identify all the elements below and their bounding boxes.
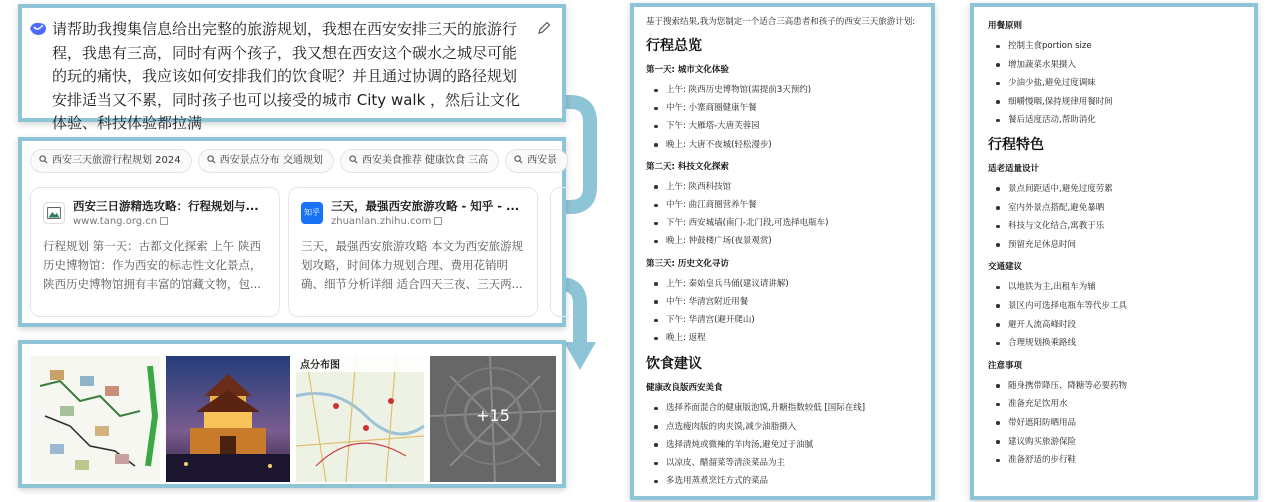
list-item: 避开人流高峰时段 xyxy=(988,316,1240,335)
list-item: 中午: 华清宫附近用餐 xyxy=(646,293,919,311)
user-query-panel xyxy=(18,4,566,132)
list-item: 多选用蒸煮烹饪方式的菜品 xyxy=(646,472,919,490)
list-item: 增加蔬菜水果摄入 xyxy=(988,56,1240,75)
list-item: 晚上: 大唐不夜城(轻松漫步) xyxy=(646,136,919,154)
list-item: 上午: 陕西科技馆 xyxy=(646,178,919,196)
list-item: 准备舒适的步行鞋 xyxy=(988,451,1240,470)
chip-label: 西安景 xyxy=(527,155,558,166)
travel-map-image[interactable] xyxy=(30,356,160,482)
more-images-count: +15 xyxy=(476,406,510,425)
chip-label: 西安美食推荐 健康饮食 三高 xyxy=(361,155,489,166)
list-item: 景点间距适中,避免过度劳累 xyxy=(988,180,1240,199)
day-title: 第二天: 科技文化探索 xyxy=(646,161,729,172)
dining-title: 用餐原则 xyxy=(988,21,1023,31)
day-items xyxy=(646,275,919,348)
list-item: 下午: 大雁塔-大唐芙蓉园 xyxy=(646,117,919,135)
result-title[interactable]: 三天，最强西安旅游攻略 - 知乎 - ... xyxy=(331,199,520,213)
list-item: 点选瘦肉版的肉夹馍,减少油脂摄入 xyxy=(646,418,919,436)
list-item: 餐后适度活动,帮助消化 xyxy=(988,111,1240,130)
search-chip[interactable] xyxy=(340,149,499,173)
search-query-chips xyxy=(30,149,574,173)
search-icon xyxy=(514,155,523,164)
features-heading: 行程特色 xyxy=(988,136,1044,153)
bell-tower-night-image[interactable] xyxy=(166,356,290,482)
plan-intro: 基于搜索结果,我为您制定一个适合三高患者和孩子的西安三天旅游计划: xyxy=(646,17,916,27)
diet-subtitle: 健康改良版西安美食 xyxy=(646,383,723,394)
list-item: 建议购买旅游保险 xyxy=(988,433,1240,452)
list-item: 下午: 西安城墙(南门-北门段,可选择电瓶车) xyxy=(646,214,919,232)
search-result-card[interactable] xyxy=(288,187,538,317)
next-card-edge xyxy=(550,187,570,317)
search-icon xyxy=(207,155,216,164)
list-item: 带好遮阳防晒用品 xyxy=(988,414,1240,433)
map-image-label: 点分布图 xyxy=(300,360,340,371)
assistant-logo-icon xyxy=(28,20,48,38)
day-title: 第三天: 历史文化寻访 xyxy=(646,258,729,269)
search-icon xyxy=(349,155,358,164)
search-result-card[interactable] xyxy=(30,187,280,317)
list-item: 少油少盐,避免过度调味 xyxy=(988,74,1240,93)
list-item: 随身携带降压、降糖等必要药物 xyxy=(988,377,1240,396)
image-results-panel xyxy=(18,340,566,488)
attraction-map-image[interactable] xyxy=(296,356,424,482)
result-site xyxy=(73,214,267,229)
search-chip[interactable] xyxy=(30,149,192,173)
list-item: 中午: 曲江商圈营养午餐 xyxy=(646,196,919,214)
list-item: 细嚼慢咽,保持规律用餐时间 xyxy=(988,93,1240,112)
result-site xyxy=(331,214,525,229)
traffic-items xyxy=(988,278,1240,352)
notes-title: 注意事项 xyxy=(988,360,1023,371)
edit-icon[interactable] xyxy=(536,20,552,36)
external-link-icon xyxy=(160,217,168,225)
list-item: 选择荞面混合的健康版泡馍,升糖指数较低 [国际在线] xyxy=(646,399,919,417)
result-site-url: zhuanlan.zhihu.com xyxy=(331,216,432,227)
diet-items xyxy=(646,399,919,490)
list-item: 中午: 小寨商圈健康午餐 xyxy=(646,99,919,117)
result-snippet: 行程规划 第一天：古都文化探索 上午 陕西历史博物馆：作为西安的标志性文化景点，陕西历史博物馆拥有丰富的馆藏文物，包... xyxy=(43,239,262,291)
search-chip[interactable] xyxy=(505,149,568,173)
external-link-icon xyxy=(434,217,442,225)
traffic-title: 交通建议 xyxy=(988,262,1023,273)
list-item: 准备充足饮用水 xyxy=(988,395,1240,414)
list-item: 合理规划换乘路线 xyxy=(988,334,1240,353)
list-item: 上午: 陕西历史博物馆(需提前3天预约) xyxy=(646,81,919,99)
list-item: 晚上: 钟鼓楼广场(夜景观赏) xyxy=(646,232,919,250)
diet-heading: 饮食建议 xyxy=(646,356,702,373)
travel-plan-panel-2 xyxy=(970,3,1258,500)
day-items xyxy=(646,178,919,251)
result-site-url: www.tang.org.cn xyxy=(73,216,158,227)
more-images-tile[interactable] xyxy=(430,356,556,482)
elderly-items xyxy=(988,180,1240,254)
list-item: 下午: 华清宫(避开爬山) xyxy=(646,311,919,329)
list-item: 控制主食portion size xyxy=(988,37,1240,56)
list-item: 上午: 秦始皇兵马俑(建议请讲解) xyxy=(646,275,919,293)
query-text: 请帮助我搜集信息给出完整的旅游规划，我想在西安安排三天的旅游行程，我患有三高，同时有两个孩子，我又想在西安这个碳水之城尽可能的玩的痛快，我应该如何安排我们的饮食呢？并且通过协调的路径规划安排适当又不累，同时孩子也可以接受的城市 City walk ，然后让文化体验、科技体验都拉满 xyxy=(52,20,521,132)
search-icon xyxy=(39,155,48,164)
day-items xyxy=(646,81,919,154)
day-title: 第一天: 城市文化体验 xyxy=(646,65,729,75)
site-logo-icon xyxy=(43,202,65,224)
dining-items xyxy=(988,37,1240,130)
result-snippet: 三天，最强西安旅游攻略 本文为西安旅游规划攻略，时间体力规划合理、费用花销明确、细节分析详细 适合四天三夜、三天两... xyxy=(301,239,524,291)
travel-plan-panel-1 xyxy=(630,3,935,500)
list-item: 景区内可选择电瓶车等代步工具 xyxy=(988,297,1240,316)
list-item: 科技与文化结合,寓教于乐 xyxy=(988,217,1240,236)
overview-heading: 行程总览 xyxy=(646,38,702,54)
search-results-panel xyxy=(18,137,566,327)
list-item: 以凉皮、醋溜菜等清淡菜品为主 xyxy=(646,454,919,472)
list-item: 室内外景点搭配,避免暴晒 xyxy=(988,199,1240,218)
search-chip[interactable] xyxy=(198,149,334,173)
chip-label: 西安景点分布 交通规划 xyxy=(219,155,323,166)
result-title[interactable]: 西安三日游精选攻略：行程规划与... xyxy=(73,199,259,213)
notes-items xyxy=(988,377,1240,470)
list-item: 选择清炖或微辣的羊肉汤,避免过于油腻 xyxy=(646,436,919,454)
elderly-title: 适老适量设计 xyxy=(988,163,1040,174)
zhihu-logo-icon: 知乎 xyxy=(301,202,323,224)
list-item: 预留充足休息时间 xyxy=(988,236,1240,255)
chip-label: 西安三天旅游行程规划 2024 xyxy=(52,155,181,166)
list-item: 以地铁为主,出租车为辅 xyxy=(988,278,1240,297)
list-item: 晚上: 返程 xyxy=(646,329,919,347)
